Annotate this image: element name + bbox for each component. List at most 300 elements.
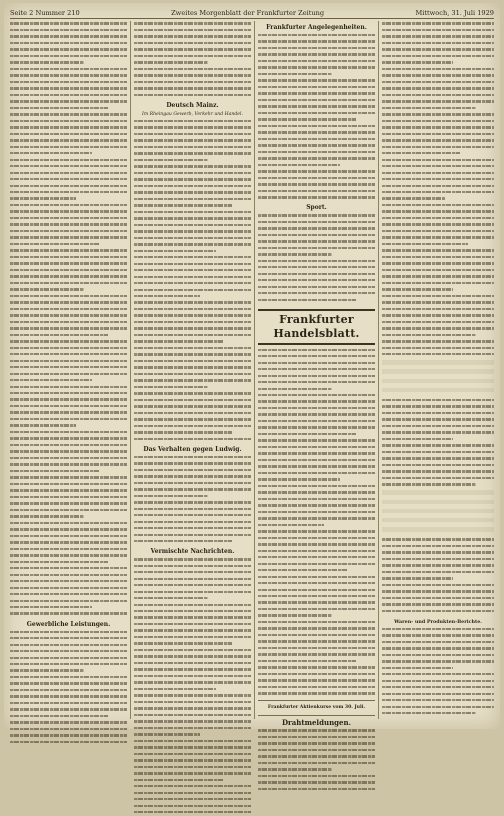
text-line [382, 477, 494, 482]
text-line [258, 768, 375, 773]
text-line [134, 438, 251, 443]
section-heading: Frankfurter Aktienkurse vom 30. Juli. [267, 705, 366, 711]
text-line [382, 457, 494, 462]
text-line [382, 133, 494, 138]
text-line [258, 569, 375, 574]
text-line [134, 152, 251, 157]
header-masthead: Zweites Morgenblatt der Frankfurter Zeitung [171, 8, 325, 17]
text-line [134, 540, 251, 545]
text-line [10, 669, 127, 674]
text-line [258, 686, 375, 691]
text-line [382, 74, 494, 79]
text-line [382, 551, 494, 556]
text-line [258, 491, 375, 496]
text-line [258, 614, 375, 619]
text-line [10, 424, 127, 429]
text-line [382, 295, 494, 300]
text-line [10, 437, 127, 442]
table-row [382, 532, 494, 537]
text-line [382, 42, 494, 47]
text-line [10, 275, 127, 280]
text-line [382, 712, 494, 717]
text-line [10, 535, 127, 540]
text-line [382, 35, 494, 40]
text-line [258, 413, 375, 418]
text-line [10, 509, 127, 514]
text-line [10, 470, 127, 475]
text-line [258, 446, 375, 451]
text-line [382, 249, 494, 254]
text-line [10, 606, 127, 611]
text-line [134, 386, 251, 391]
text-line [134, 172, 251, 177]
text-line [258, 781, 375, 786]
text-line [382, 230, 494, 235]
text-line [382, 22, 494, 27]
text-line [258, 227, 375, 232]
text-line [258, 426, 375, 431]
text-line [258, 170, 375, 175]
text-line [134, 740, 251, 745]
text-line [382, 185, 494, 190]
text-line [10, 600, 127, 605]
text-line [258, 60, 375, 65]
text-line [382, 660, 494, 665]
text-line [134, 347, 251, 352]
text-line [258, 138, 375, 143]
text-line [382, 464, 494, 469]
column-4-bottom [382, 628, 494, 717]
column-4-middle [382, 399, 494, 488]
text-line [134, 133, 251, 138]
text-line [134, 759, 251, 764]
text-line [10, 100, 127, 105]
text-line [134, 263, 251, 268]
text-line [382, 301, 494, 306]
text-line [258, 177, 375, 182]
text-line [134, 753, 251, 758]
text-line [258, 286, 375, 291]
text-line [258, 485, 375, 490]
text-line [134, 353, 251, 358]
text-line [10, 574, 127, 579]
text-line [258, 247, 375, 252]
text-line [134, 87, 251, 92]
text-line [10, 81, 127, 86]
text-line [134, 662, 251, 667]
text-line [258, 537, 375, 542]
text-line [10, 386, 127, 391]
text-line [134, 366, 251, 371]
text-line [134, 565, 251, 570]
text-line [134, 35, 251, 40]
text-line [258, 601, 375, 606]
text-line [10, 243, 127, 248]
text-line [10, 29, 127, 34]
text-line [10, 68, 127, 73]
text-line [134, 616, 251, 621]
text-line [382, 223, 494, 228]
quotation-table [382, 490, 494, 536]
text-line [134, 29, 251, 34]
text-line [258, 253, 375, 258]
text-line [258, 92, 375, 97]
text-line [258, 621, 375, 626]
text-line [10, 223, 127, 228]
text-line [10, 94, 127, 99]
text-line [258, 653, 375, 658]
text-line [10, 74, 127, 79]
text-line [382, 545, 494, 550]
text-line [10, 580, 127, 585]
text-line [134, 301, 251, 306]
text-line [382, 699, 494, 704]
text-line [382, 197, 494, 202]
text-line [134, 534, 251, 539]
text-line [10, 702, 127, 707]
text-line [258, 679, 375, 684]
text-line [258, 214, 375, 219]
text-line [10, 22, 127, 27]
text-line [258, 381, 375, 386]
text-line [134, 250, 251, 255]
text-line [134, 720, 251, 725]
text-line [382, 673, 494, 678]
text-line [382, 275, 494, 280]
text-line [258, 589, 375, 594]
text-line [134, 321, 251, 326]
table-row [382, 392, 494, 397]
text-line [134, 42, 251, 47]
text-line [382, 431, 494, 436]
text-line [258, 498, 375, 503]
text-line [258, 608, 375, 613]
text-line [10, 721, 127, 726]
text-line [10, 314, 127, 319]
text-line [258, 221, 375, 226]
text-line [10, 715, 127, 720]
text-line [382, 288, 494, 293]
text-line [10, 682, 127, 687]
text-line [134, 636, 251, 641]
text-line [258, 53, 375, 58]
text-line [10, 269, 127, 274]
text-line [134, 340, 251, 345]
text-line [134, 578, 251, 583]
text-line [382, 55, 494, 60]
text-line [258, 190, 375, 195]
text-line [10, 644, 127, 649]
text-line [134, 766, 251, 771]
section-heading: Drahtmeldungen. [281, 718, 352, 728]
section-heading: Waren- und Produkten-Berichte. [394, 618, 482, 625]
text-line [382, 538, 494, 543]
text-line [134, 733, 251, 738]
text-line [10, 282, 127, 287]
text-line [382, 451, 494, 456]
text-line [10, 120, 127, 125]
text-line [258, 99, 375, 104]
text-line [258, 157, 375, 162]
text-line [258, 355, 375, 360]
text-line [134, 191, 251, 196]
text-line [134, 584, 251, 589]
text-line [382, 597, 494, 602]
text-line [382, 81, 494, 86]
text-line [382, 628, 494, 633]
text-line [258, 736, 375, 741]
text-line [134, 779, 251, 784]
text-line [382, 243, 494, 248]
text-line [10, 502, 127, 507]
text-line [10, 366, 127, 371]
text-line [10, 61, 127, 66]
text-line [134, 360, 251, 365]
text-line [258, 40, 375, 45]
text-line [258, 729, 375, 734]
text-line [134, 126, 251, 131]
text-line [382, 61, 494, 66]
page-header [10, 7, 494, 19]
text-line [10, 35, 127, 40]
text-line [10, 457, 127, 462]
text-line [258, 375, 375, 380]
text-line [258, 86, 375, 91]
text-line [382, 444, 494, 449]
text-line [134, 373, 251, 378]
text-line [382, 470, 494, 475]
text-line [134, 405, 251, 410]
column-rule [254, 21, 255, 719]
text-line [10, 489, 127, 494]
text-line [10, 450, 127, 455]
text-line [134, 681, 251, 686]
text-line [258, 260, 375, 265]
text-line [258, 749, 375, 754]
text-line [10, 217, 127, 222]
text-line [134, 811, 251, 816]
text-line [382, 120, 494, 125]
text-line [382, 347, 494, 352]
text-line [10, 133, 127, 138]
text-line [382, 483, 494, 488]
text-line [134, 805, 251, 810]
text-line [382, 87, 494, 92]
text-line [258, 755, 375, 760]
text-line [10, 431, 127, 436]
text-line [382, 308, 494, 313]
text-line [382, 159, 494, 164]
text-line [258, 240, 375, 245]
section-title-handelsblatt: Frankfurter Handelsblatt. [258, 309, 375, 345]
text-line [10, 496, 127, 501]
text-line [10, 288, 127, 293]
text-line [10, 708, 127, 713]
text-line [382, 327, 494, 332]
text-line [382, 399, 494, 404]
text-line [10, 334, 127, 339]
text-line [382, 236, 494, 241]
text-line [258, 433, 375, 438]
text-line [134, 327, 251, 332]
text-line [134, 642, 251, 647]
column-3-bottom [258, 729, 375, 792]
section-heading: Sport. [306, 204, 327, 212]
text-line [134, 269, 251, 274]
text-line [134, 81, 251, 86]
text-line [134, 217, 251, 222]
text-line [134, 527, 251, 532]
header-page-number: Seite 2 Nummer 210 [10, 8, 80, 17]
text-line [134, 243, 251, 248]
section-heading: Vermischte Nachrichten. [150, 548, 235, 556]
text-line [134, 334, 251, 339]
text-line [134, 295, 251, 300]
text-line [258, 196, 375, 201]
text-line [10, 650, 127, 655]
text-line [134, 623, 251, 628]
text-line [134, 282, 251, 287]
text-line [134, 675, 251, 680]
text-line [258, 299, 375, 304]
text-line [258, 349, 375, 354]
text-line [10, 152, 127, 157]
column-3-market [258, 349, 375, 698]
text-line [134, 514, 251, 519]
text-line [10, 663, 127, 668]
text-line [258, 34, 375, 39]
text-line [134, 165, 251, 170]
section-heading: Deutsch Mainz. [166, 101, 219, 109]
text-line [10, 561, 127, 566]
text-line [10, 262, 127, 267]
text-line [134, 185, 251, 190]
text-line [258, 673, 375, 678]
text-line [382, 686, 494, 691]
text-line [10, 107, 127, 112]
text-line [382, 603, 494, 608]
column-1 [10, 21, 127, 721]
text-line [258, 530, 375, 535]
text-line [134, 746, 251, 751]
text-line [134, 314, 251, 319]
text-line [382, 321, 494, 326]
text-line [134, 488, 251, 493]
text-line [10, 204, 127, 209]
quotation-table [382, 360, 494, 397]
section-subheading: Im Rheingau Gewerb, Verkehr und Handel. [142, 111, 243, 117]
text-line [10, 185, 127, 190]
text-line [10, 360, 127, 365]
text-line [10, 172, 127, 177]
text-line [134, 431, 251, 436]
text-line [134, 707, 251, 712]
text-line [10, 340, 127, 345]
text-line [258, 388, 375, 393]
text-line [382, 68, 494, 73]
text-line [10, 657, 127, 662]
text-line [10, 398, 127, 403]
text-line [134, 597, 251, 602]
text-line [382, 146, 494, 151]
text-line [258, 66, 375, 71]
column-2-middle [134, 120, 251, 443]
text-line [258, 420, 375, 425]
text-line [382, 641, 494, 646]
text-line [382, 693, 494, 698]
text-line [10, 236, 127, 241]
column-2-lower [134, 456, 251, 545]
text-line [134, 688, 251, 693]
text-line [10, 295, 127, 300]
text-line [10, 197, 127, 202]
text-line [134, 785, 251, 790]
header-date: Mittwoch, 31. Juli 1929 [415, 8, 494, 17]
text-line [382, 334, 494, 339]
text-line [10, 676, 127, 681]
text-line [258, 273, 375, 278]
text-line [10, 411, 127, 416]
text-line [258, 439, 375, 444]
text-line [10, 146, 127, 151]
column-3-top [258, 34, 375, 201]
text-line [382, 706, 494, 711]
text-line [134, 159, 251, 164]
text-line [258, 73, 375, 78]
column-2-bottom [134, 558, 251, 816]
text-line [10, 554, 127, 559]
text-line [10, 347, 127, 352]
text-line [258, 517, 375, 522]
text-line [258, 368, 375, 373]
text-line [134, 655, 251, 660]
text-line [10, 405, 127, 410]
text-line [10, 695, 127, 700]
text-line [134, 508, 251, 513]
text-line [10, 528, 127, 533]
text-line [382, 610, 494, 615]
text-line [10, 631, 127, 636]
text-line [134, 204, 251, 209]
text-line [382, 48, 494, 53]
text-line [134, 727, 251, 732]
text-line [10, 476, 127, 481]
text-line [382, 654, 494, 659]
text-line [258, 105, 375, 110]
text-line [382, 412, 494, 417]
text-line [134, 94, 251, 99]
text-line [382, 353, 494, 358]
text-line [134, 714, 251, 719]
text-line [10, 87, 127, 92]
text-line [134, 412, 251, 417]
text-line [382, 100, 494, 105]
text-line [382, 269, 494, 274]
text-line [134, 392, 251, 397]
text-line [10, 210, 127, 215]
column-4-top [382, 22, 494, 358]
text-line [258, 478, 375, 483]
text-line [258, 550, 375, 555]
text-line [258, 266, 375, 271]
text-line [10, 126, 127, 131]
text-line [258, 234, 375, 239]
text-line [134, 668, 251, 673]
text-line [258, 394, 375, 399]
text-line [134, 48, 251, 53]
text-line [10, 463, 127, 468]
text-line [258, 524, 375, 529]
